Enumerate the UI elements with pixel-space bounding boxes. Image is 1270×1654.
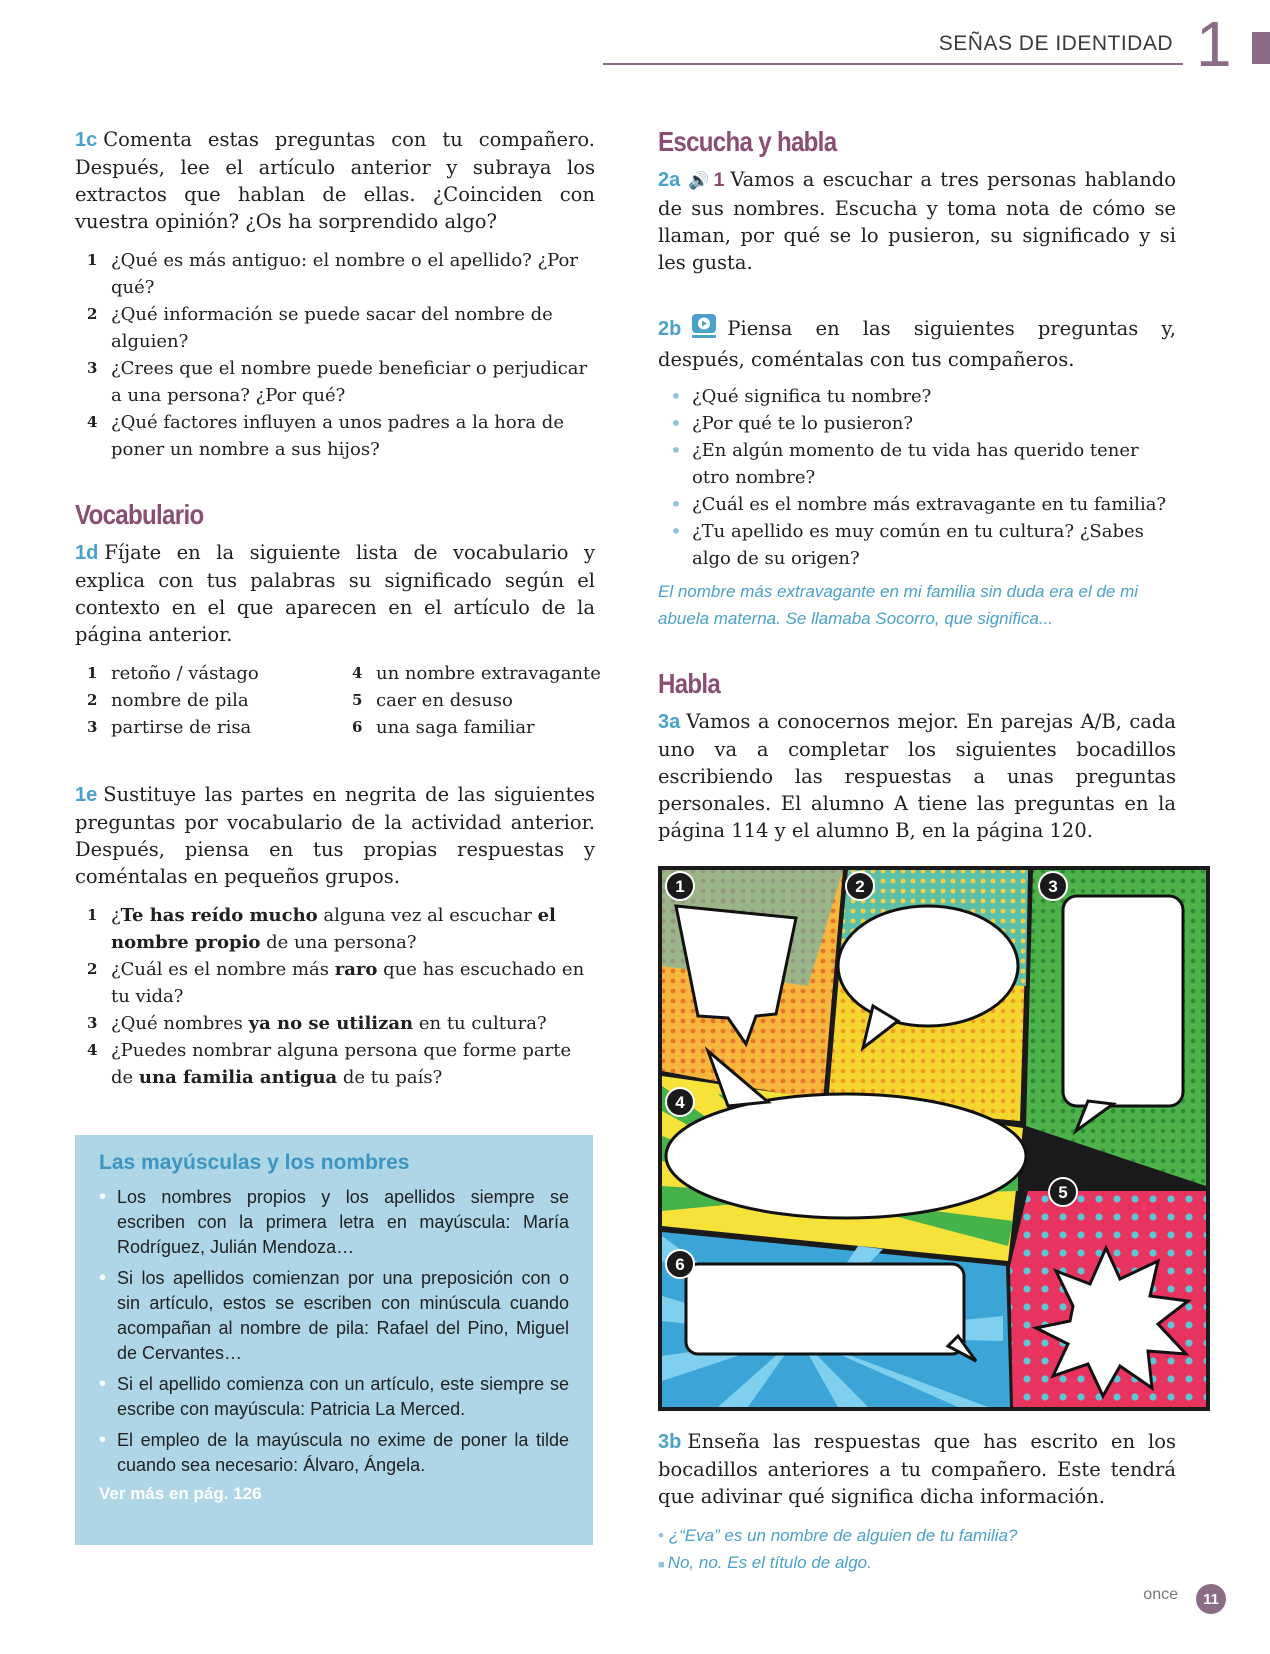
exercise-id: 2a (658, 169, 681, 191)
video-icon[interactable] (691, 313, 717, 346)
bullet-icon: • (670, 411, 682, 435)
bold-phrase: ya no se utilizan (248, 1013, 414, 1034)
list-item (99, 1185, 569, 1260)
list-item (670, 410, 1176, 437)
bullet-icon: • (99, 1186, 107, 1208)
exercise-3b-block (658, 1428, 1176, 1579)
item-text: Si el apellido comienza con un artículo, este siempre se escribe con mayúscula: Patricia La Merced. (117, 1374, 569, 1419)
item-text: que has escuchado en tu vida? (111, 959, 585, 1007)
list-item (99, 1428, 569, 1478)
dialog-text: ¿“Eva” es un nombre de alguien de tu familia? (668, 1526, 1018, 1545)
exercise-1c (75, 126, 595, 235)
page-number-word: once (1143, 1586, 1178, 1603)
item-text: El empleo de la mayúscula no exime de poner la tilde cuando sea necesario: Álvaro, Ángela. (117, 1430, 569, 1475)
item-text: ¿Crees que el nombre puede beneficiar o perjudicar a una persona? ¿Por qué? (111, 358, 588, 406)
dialog-line-2 (658, 1549, 1176, 1579)
exercise-id: 2b (658, 318, 682, 340)
item-number: 1 (87, 906, 98, 924)
speaker-square-icon: ■ (658, 1559, 668, 1571)
badge-label: 1 (675, 877, 685, 896)
item-text: ¿Qué información se puede sacar del nombre de alguien? (111, 304, 553, 352)
item-text: en tu cultura? (413, 1013, 547, 1034)
item-number: 3 (87, 1014, 98, 1032)
bullet-icon: • (670, 519, 682, 543)
list-item (87, 355, 595, 409)
example-answer: El nombre más extravagante en mi familia sin duda era el de mi abuela materna. Se llamaba Socorro, que significa... (658, 582, 1139, 628)
exercise-id: 1d (75, 542, 99, 564)
badge-label: 3 (1048, 877, 1058, 896)
item-text: de tu país? (337, 1067, 443, 1088)
bold-phrase: una familia antigua (138, 1067, 338, 1088)
list-item (352, 660, 607, 687)
item-text: ¿ (111, 905, 121, 926)
item-text: ¿En algún momento de tu vida has querido tener otro nombre? (692, 440, 1139, 488)
item-text: ¿Cuál es el nombre más (111, 959, 335, 980)
bold-phrase: Te has reído mucho (120, 905, 318, 926)
exercise-2b (658, 313, 1176, 373)
bullet-icon: • (670, 492, 682, 516)
item-number: 4 (352, 664, 363, 682)
item-text: ¿Puedes nombrar alguna persona que forme parte de (111, 1040, 572, 1088)
bullet-icon: • (670, 438, 682, 462)
header-rule (603, 63, 1183, 65)
list-item (99, 1372, 569, 1422)
item-number: 5 (352, 691, 363, 709)
exercise-3b (658, 1428, 1176, 1510)
item-text: un nombre extravagante (376, 663, 601, 684)
item-text: ¿Qué factores influyen a unos padres a la hora de poner un nombre a sus hijos? (111, 412, 564, 460)
list-item (87, 247, 595, 301)
item-number: 3 (87, 718, 98, 736)
item-number: 4 (87, 413, 98, 431)
exercise-2a (658, 166, 1176, 276)
bullet-icon: • (99, 1373, 107, 1395)
exercise-1e (75, 781, 595, 890)
badge-4 (666, 1088, 694, 1116)
see-more-link[interactable]: Ver más en pág. 126 (99, 1484, 262, 1503)
vocabulary-list (87, 660, 601, 741)
list-item (352, 714, 607, 741)
list-item (87, 714, 352, 741)
question-list-1c (87, 247, 595, 463)
exercise-instructions: Piensa en las siguientes preguntas y, después, coméntalas con tus compañeros. (658, 317, 1176, 371)
list-item (670, 518, 1176, 572)
bold-phrase: el nombre propio (111, 905, 556, 953)
exercise-instructions: Vamos a escuchar a tres personas hablando de sus nombres. Escucha y toma nota de cómo se llaman, por qué se lo pusieron, su significado y si les gusta. (658, 168, 1176, 274)
item-number: 2 (87, 960, 98, 978)
item-number: 4 (87, 1041, 98, 1059)
question-list-2b (670, 383, 1176, 572)
page-number-badge: 11 (1196, 1584, 1226, 1614)
exercise-id: 1c (75, 129, 98, 151)
list-item (87, 1037, 595, 1091)
badge-2 (846, 872, 874, 900)
item-text: Si los apellidos comienzan por una preposición con o sin artículo, estos se escriben con minúscula cuando acompañan al nombre de pila: Rafael del Pino, Miguel de Cervantes… (117, 1268, 569, 1363)
item-text: ¿Por qué te lo pusieron? (692, 413, 914, 434)
bullet-icon: • (99, 1429, 107, 1451)
item-number: 6 (352, 718, 363, 736)
info-box-capitalization (75, 1135, 593, 1545)
list-item (87, 956, 595, 1010)
item-number: 1 (87, 664, 98, 682)
item-text: una saga familiar (376, 717, 535, 738)
item-text: nombre de pila (111, 690, 249, 711)
list-item (87, 1010, 595, 1037)
exercise-instructions: Fíjate en la siguiente lista de vocabulario y explica con tus palabras su significado según el contexto en el que aparecen en el artículo de la página anterior. (75, 541, 595, 646)
item-text: ¿Qué es más antiguo: el nombre o el apellido? ¿Por qué? (111, 250, 578, 298)
dialog-line-1 (658, 1522, 1176, 1549)
item-text: ¿Tu apellido es muy común en tu cultura? ¿Sabes algo de su origen? (692, 521, 1144, 569)
item-text: ¿Qué significa tu nombre? (692, 386, 932, 407)
list-item (87, 301, 595, 355)
badge-label: 2 (855, 877, 865, 896)
left-column (75, 126, 601, 1091)
badge-3 (1039, 872, 1067, 900)
section-title-habla: Habla (658, 668, 721, 699)
audio-icon[interactable]: 🔊 (686, 171, 712, 191)
list-item (670, 491, 1176, 518)
item-text: de una persona? (260, 932, 417, 953)
exercise-instructions: Comenta estas preguntas con tu compañero. Después, lee el artículo anterior y subraya los extractos que hablan de ellas. ¿Coinciden con vuestra opinión? ¿Os ha sorprendido algo? (75, 128, 595, 233)
right-column (658, 126, 1176, 844)
exercise-1d (75, 539, 595, 648)
item-number: 3 (87, 359, 98, 377)
exercise-instructions: Vamos a conocernos mejor. En parejas A/B, cada uno va a completar los siguientes bocadillos escribiendo las respuestas a unas preguntas personales. El alumno A tiene las preguntas en la página 114 y el alumno B, en la página 120. (658, 710, 1176, 842)
exercise-instructions: Enseña las respuestas que has escrito en los bocadillos anteriores a tu compañero. Este tendrá que adivinar qué significa dicha información. (658, 1430, 1176, 1508)
section-title-escucha-y-habla: Escucha y habla (658, 126, 837, 157)
badge-5 (1049, 1178, 1077, 1206)
item-text: Los nombres propios y los apellidos siempre se escriben con la primera letra en mayúscula: María Rodríguez, Julián Mendoza… (117, 1187, 569, 1257)
list-item (670, 383, 1176, 410)
badge-1 (666, 872, 694, 900)
unit-title: SEÑAS DE IDENTIDAD (938, 32, 1173, 55)
item-number: 2 (87, 691, 98, 709)
audio-track-number: 1 (713, 169, 725, 191)
bullet-icon: • (670, 384, 682, 408)
item-text: alguna vez al escuchar (317, 905, 538, 926)
item-number: 1 (87, 251, 98, 269)
badge-label: 4 (675, 1093, 685, 1112)
question-list-1e (87, 902, 595, 1091)
unit-number: 1 (1196, 8, 1232, 80)
exercise-id: 3a (658, 711, 681, 733)
list-item (87, 409, 595, 463)
list-item (87, 687, 352, 714)
badge-label: 5 (1058, 1183, 1068, 1202)
badge-6 (666, 1250, 694, 1278)
comic-speech-bubbles-illustration (658, 866, 1210, 1411)
list-item (670, 437, 1176, 491)
exercise-instructions: Sustituye las partes en negrita de las siguientes preguntas por vocabulario de la actividad anterior. Después, piensa en tus propias respuestas y coméntalas en pequeños grupos. (75, 783, 595, 888)
bullet-icon: • (99, 1267, 107, 1289)
speaker-bullet-icon: • (658, 1526, 669, 1545)
list-item (87, 660, 352, 687)
item-text: partirse de risa (111, 717, 252, 738)
unit-tab (1252, 32, 1270, 64)
item-number: 2 (87, 305, 98, 323)
bold-phrase: raro (334, 959, 378, 980)
exercise-3a (658, 708, 1176, 844)
list-item (87, 902, 595, 956)
list-item (99, 1266, 569, 1366)
item-text: retoño / vástago (111, 663, 259, 684)
badge-label: 6 (675, 1255, 685, 1274)
item-text: ¿Cuál es el nombre más extravagante en tu familia? (692, 494, 1167, 515)
item-text: caer en desuso (376, 690, 513, 711)
exercise-id: 1e (75, 784, 98, 806)
list-item (352, 687, 607, 714)
section-title-vocabulario: Vocabulario (75, 499, 204, 530)
info-box-title: Las mayúsculas y los nombres (99, 1151, 410, 1174)
info-box-list (99, 1185, 569, 1478)
exercise-id: 3b (658, 1431, 682, 1453)
dialog-text: No, no. Es el título de algo. (667, 1553, 872, 1572)
item-text: ¿Qué nombres (111, 1013, 249, 1034)
